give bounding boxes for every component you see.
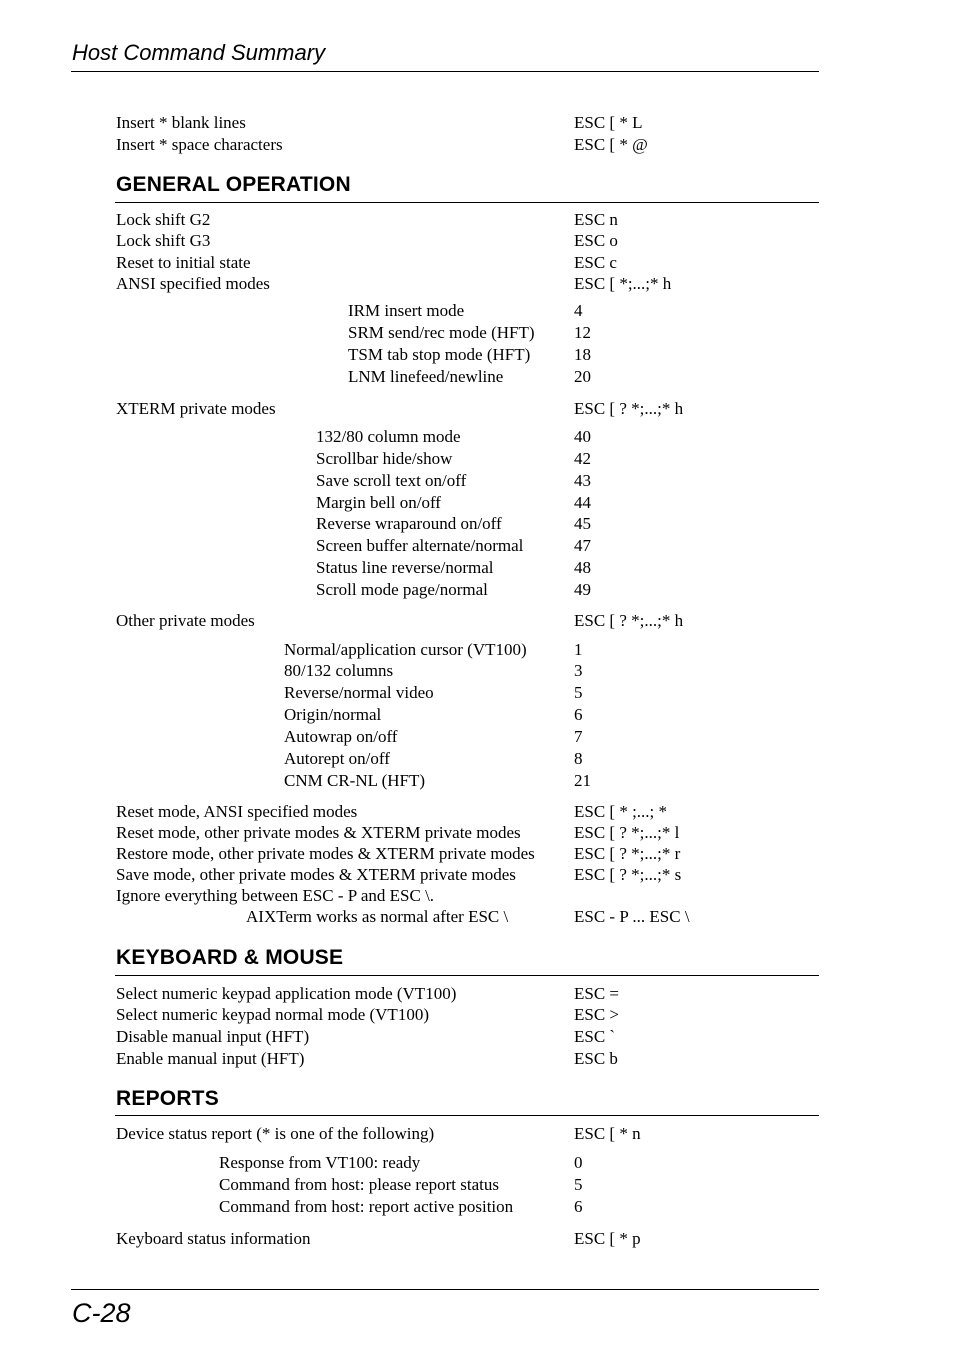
mode-row (0, 704, 954, 726)
mode-value: 6 (574, 705, 583, 724)
mode-row (0, 770, 954, 792)
mode-row (0, 448, 954, 470)
command-row (0, 864, 954, 886)
command-description: Insert * blank lines (116, 113, 246, 132)
mode-row (0, 682, 954, 704)
mode-description: CNM CR-NL (HFT) (284, 771, 426, 790)
mode-description: Margin bell on/off (316, 493, 441, 512)
mode-value: 6 (574, 1197, 583, 1216)
command-description: Select numeric keypad application mode (VT100) (116, 984, 457, 1003)
command-description: AIXTerm works as normal after ESC \ (246, 907, 509, 926)
command-description: Lock shift G2 (116, 210, 211, 229)
page-number: C-28 (72, 1298, 131, 1328)
mode-value: 45 (574, 514, 591, 533)
command-description: Enable manual input (HFT) (116, 1049, 305, 1068)
mode-description: LNM linefeed/newline (348, 367, 504, 386)
footer-rule (71, 1289, 819, 1290)
mode-value: 5 (574, 683, 583, 702)
mode-row (0, 513, 954, 535)
command-description: Select numeric keypad normal mode (VT100) (116, 1005, 429, 1024)
section-rule (115, 975, 819, 976)
command-row (0, 1026, 954, 1048)
mode-row (0, 726, 954, 748)
command-code: ESC > (574, 1005, 620, 1024)
command-row (0, 801, 954, 823)
mode-value: 4 (574, 301, 583, 320)
mode-value: 48 (574, 558, 591, 577)
command-description: Insert * space characters (116, 135, 283, 154)
command-description: Save mode, other private modes & XTERM private modes (116, 865, 516, 884)
command-row (0, 252, 954, 274)
mode-value: 44 (574, 493, 591, 512)
command-description: XTERM private modes (116, 399, 276, 418)
command-row (0, 134, 954, 156)
mode-description: Normal/application cursor (VT100) (284, 640, 527, 659)
mode-row (0, 300, 954, 322)
mode-description: Origin/normal (284, 705, 382, 724)
command-code: ESC [ ? *;...;* h (574, 611, 684, 630)
mode-value: 7 (574, 727, 583, 746)
mode-description: Save scroll text on/off (316, 471, 467, 490)
mode-description: IRM insert mode (348, 301, 465, 320)
mode-value: 40 (574, 427, 591, 446)
command-row (0, 209, 954, 231)
mode-value: 8 (574, 749, 583, 768)
mode-value: 18 (574, 345, 591, 364)
command-row (0, 610, 954, 632)
mode-row (0, 639, 954, 661)
command-code: ESC [ * @ (574, 135, 648, 154)
section-rule (115, 202, 819, 203)
command-code: ESC [ * ;...; * (574, 802, 668, 821)
command-code: ESC - P ... ESC \ (574, 907, 690, 926)
command-description: Lock shift G3 (116, 231, 211, 250)
mode-description: Autowrap on/off (284, 727, 398, 746)
command-row (0, 983, 954, 1005)
command-row (0, 822, 954, 844)
section-title-keyboard-mouse: KEYBOARD & MOUSE (116, 946, 344, 969)
command-code: ESC [ * L (574, 113, 643, 132)
mode-row (0, 1152, 954, 1174)
mode-row (0, 492, 954, 514)
mode-description: 132/80 column mode (316, 427, 461, 446)
command-description: Device status report (* is one of the following) (116, 1124, 435, 1143)
command-code: ESC ` (574, 1027, 616, 1046)
mode-value: 47 (574, 536, 591, 555)
command-row (0, 398, 954, 420)
command-row (0, 885, 954, 907)
command-code: ESC b (574, 1049, 618, 1068)
command-code: ESC [ ? *;...;* s (574, 865, 682, 884)
command-row (0, 273, 954, 295)
mode-value: 42 (574, 449, 591, 468)
mode-value: 20 (574, 367, 591, 386)
mode-value: 12 (574, 323, 591, 342)
command-description: Reset mode, other private modes & XTERM private modes (116, 823, 521, 842)
mode-description: Autorept on/off (284, 749, 390, 768)
mode-row (0, 1174, 954, 1196)
command-row (0, 1004, 954, 1026)
command-code: ESC [ ? *;...;* r (574, 844, 681, 863)
command-description: Reset mode, ANSI specified modes (116, 802, 358, 821)
mode-row (0, 1196, 954, 1218)
command-code: ESC [ ? *;...;* h (574, 399, 684, 418)
command-row (0, 1123, 954, 1145)
command-row (0, 230, 954, 252)
command-code: ESC n (574, 210, 618, 229)
mode-description: Status line reverse/normal (316, 558, 494, 577)
mode-description: Screen buffer alternate/normal (316, 536, 524, 555)
mode-description: Reverse/normal video (284, 683, 434, 702)
mode-value: 5 (574, 1175, 583, 1194)
mode-description: Reverse wraparound on/off (316, 514, 502, 533)
mode-row (0, 470, 954, 492)
command-description: Keyboard status information (116, 1229, 311, 1248)
mode-row (0, 322, 954, 344)
mode-row (0, 426, 954, 448)
header-rule (71, 71, 819, 72)
command-description: Disable manual input (HFT) (116, 1027, 310, 1046)
mode-row (0, 557, 954, 579)
command-code: ESC = (574, 984, 620, 1003)
section-title-reports: REPORTS (116, 1087, 219, 1110)
command-description: Ignore everything between ESC - P and ESC \. (116, 886, 435, 905)
mode-row (0, 344, 954, 366)
command-code: ESC [ * n (574, 1124, 641, 1143)
mode-value: 43 (574, 471, 591, 490)
command-row (0, 843, 954, 865)
mode-description: 80/132 columns (284, 661, 394, 680)
mode-value: 49 (574, 580, 591, 599)
mode-row (0, 660, 954, 682)
mode-row (0, 579, 954, 601)
command-row (0, 1228, 954, 1250)
mode-value: 0 (574, 1153, 583, 1172)
command-description: Restore mode, other private modes & XTERM private modes (116, 844, 535, 863)
mode-description: TSM tab stop mode (HFT) (348, 345, 531, 364)
mode-row (0, 535, 954, 557)
command-code: ESC [ *;...;* h (574, 274, 672, 293)
section-rule (115, 1115, 819, 1116)
mode-value: 1 (574, 640, 583, 659)
mode-description: Command from host: please report status (219, 1175, 499, 1194)
command-row (0, 1048, 954, 1070)
command-description: Reset to initial state (116, 253, 251, 272)
section-title-general-operation: GENERAL OPERATION (116, 173, 351, 196)
command-description: ANSI specified modes (116, 274, 270, 293)
command-code: ESC c (574, 253, 617, 272)
command-description: Other private modes (116, 611, 255, 630)
command-code: ESC [ ? *;...;* l (574, 823, 680, 842)
mode-value: 3 (574, 661, 583, 680)
page-header-title: Host Command Summary (72, 40, 326, 65)
mode-row (0, 366, 954, 388)
mode-description: SRM send/rec mode (HFT) (348, 323, 535, 342)
mode-row (0, 748, 954, 770)
mode-value: 21 (574, 771, 591, 790)
mode-description: Scrollbar hide/show (316, 449, 453, 468)
command-code: ESC [ * p (574, 1229, 641, 1248)
mode-description: Command from host: report active position (219, 1197, 514, 1216)
mode-description: Scroll mode page/normal (316, 580, 488, 599)
command-code: ESC o (574, 231, 618, 250)
mode-description: Response from VT100: ready (219, 1153, 421, 1172)
command-row (0, 112, 954, 134)
command-row (0, 906, 954, 928)
